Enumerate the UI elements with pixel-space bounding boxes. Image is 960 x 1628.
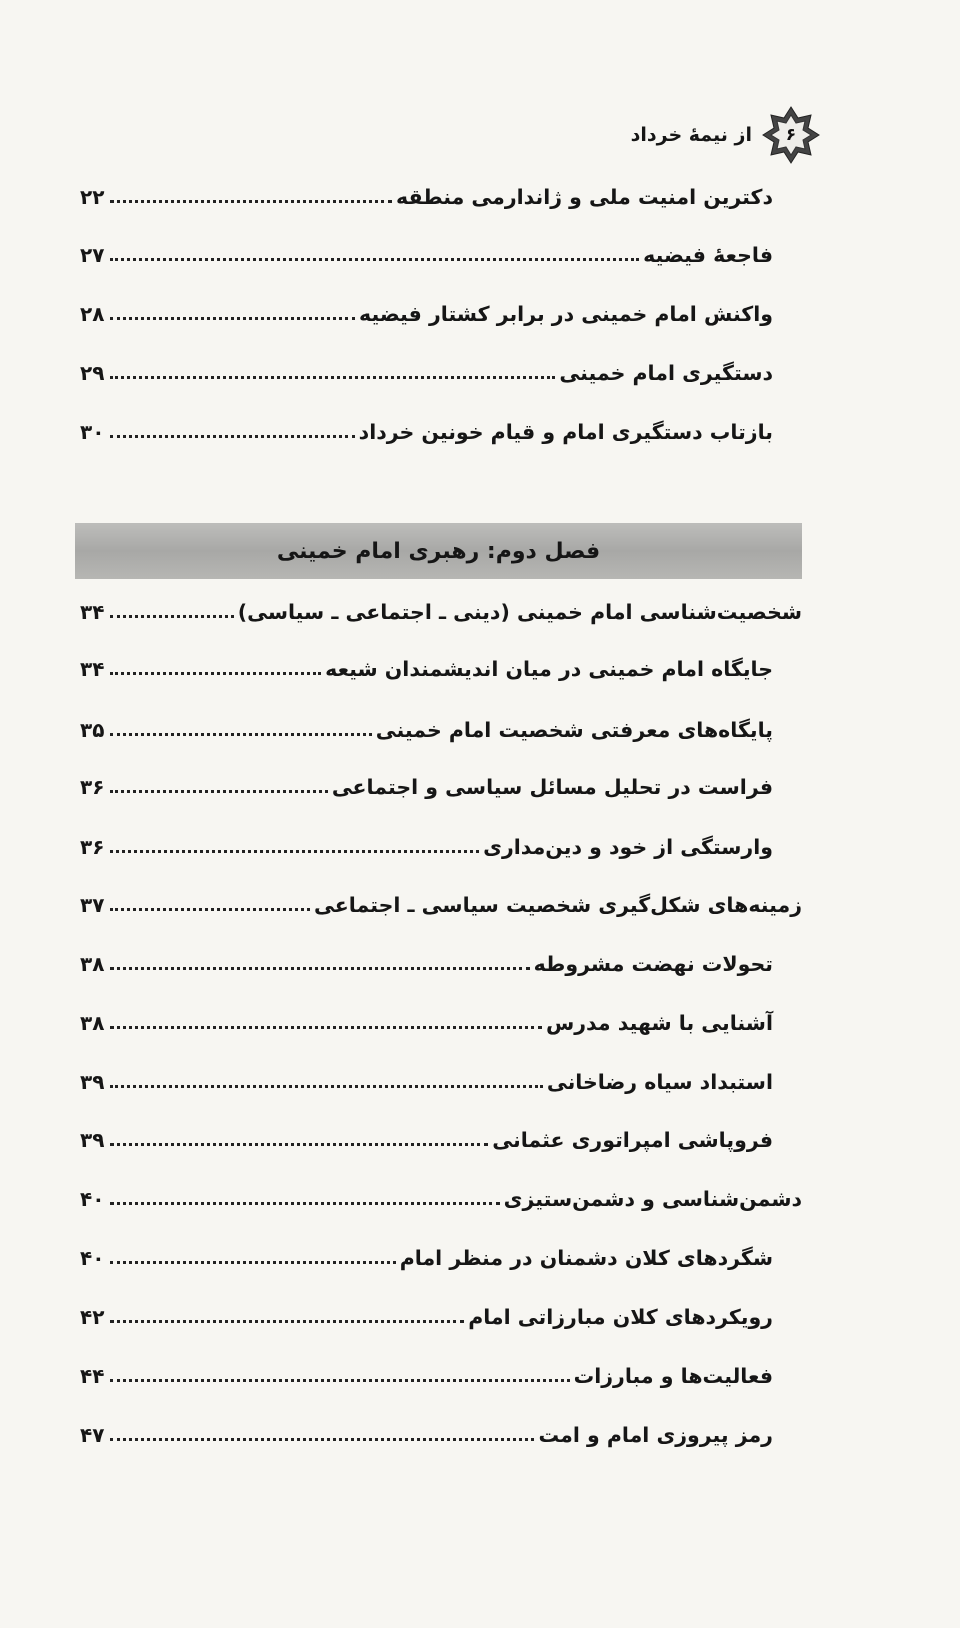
- dot-leader: [110, 1085, 543, 1088]
- toc-entry-title: واکنش امام خمینی در برابر کشتار فیضیه: [359, 302, 773, 326]
- dot-leader: [110, 733, 372, 736]
- toc-entry-page: ۳۸: [80, 952, 105, 976]
- dot-leader: [110, 1379, 570, 1382]
- toc-entry-page: ۴۲: [80, 1305, 105, 1329]
- toc-entry-title: بازتاب دستگیری امام و قیام خونین خرداد: [358, 420, 773, 444]
- toc-entry-page: ۴۴: [80, 1364, 105, 1388]
- toc-entry-page: ۲۲: [80, 185, 105, 209]
- toc-entry[interactable]: [80, 346, 773, 390]
- toc-entry-page: ۳۶: [80, 835, 105, 859]
- toc-entry[interactable]: [80, 937, 773, 981]
- page-number-badge: [762, 106, 820, 164]
- toc-entry[interactable]: [80, 1349, 773, 1393]
- dot-leader: [110, 790, 328, 793]
- dot-leader: [110, 1438, 534, 1441]
- running-header: [631, 105, 820, 165]
- toc-entry[interactable]: [80, 287, 773, 331]
- toc-entry-page: ۳۴: [80, 600, 105, 624]
- toc-entry-title: رمز پیروزی امام و امت: [538, 1423, 773, 1447]
- toc-entry-title: جایگاه امام خمینی در میان اندیشمندان شیعه: [325, 657, 773, 681]
- dot-leader: [110, 850, 479, 853]
- toc-entry[interactable]: [80, 585, 802, 629]
- toc-entry-title: دستگیری امام خمینی: [559, 361, 773, 385]
- toc-entry-title: دشمن‌شناسی و دشمن‌ستیزی: [503, 1187, 802, 1211]
- toc-entry-page: ۴۰: [80, 1187, 105, 1211]
- toc-entry-title: فاجعهٔ فیضیه: [643, 243, 773, 267]
- dot-leader: [110, 1143, 488, 1146]
- dot-leader: [110, 258, 639, 261]
- toc-entry[interactable]: [80, 1408, 773, 1452]
- toc-entry-page: ۳۰: [80, 420, 105, 444]
- toc-entry[interactable]: [80, 820, 773, 864]
- dot-leader: [110, 672, 321, 675]
- toc-entry[interactable]: [80, 1055, 773, 1099]
- toc-entry[interactable]: [80, 228, 773, 272]
- toc-entry-page: ۲۹: [80, 361, 105, 385]
- toc-entry[interactable]: [80, 760, 773, 804]
- toc-entry-title: زمینه‌های شکل‌گیری شخصیت سیاسی ـ اجتماعی: [314, 893, 802, 917]
- toc-entry-page: ۲۸: [80, 302, 105, 326]
- toc-entry-page: ۳۷: [80, 893, 105, 917]
- toc-entry-title: پایگاه‌های معرفتی شخصیت امام خمینی: [375, 718, 773, 742]
- toc-entry-title: وارستگی از خود و دین‌مداری: [483, 835, 773, 859]
- toc-entry-title: رویکردهای کلان مبارزاتی امام: [468, 1305, 773, 1329]
- book-title: از نیمهٔ خرداد: [630, 124, 752, 146]
- toc-entry-page: ۴۷: [80, 1423, 105, 1447]
- toc-entry-title: فراست در تحلیل مسائل سیاسی و اجتماعی: [331, 775, 773, 799]
- dot-leader: [110, 1261, 396, 1264]
- toc-entry-title: فروپاشی امپراتوری عثمانی: [492, 1128, 773, 1152]
- toc-entry-page: ۳۵: [80, 718, 105, 742]
- toc-entry-page: ۳۹: [80, 1128, 105, 1152]
- toc-entry[interactable]: [80, 405, 773, 449]
- toc-entry-page: ۳۸: [80, 1011, 105, 1035]
- toc-entry-title: شخصیت‌شناسی امام خمینی (دینی ـ اجتماعی ـ سیاسی): [237, 600, 802, 624]
- toc-entry[interactable]: [80, 1172, 802, 1216]
- chapter-banner: [75, 523, 802, 579]
- toc-entry-page: ۳۶: [80, 775, 105, 799]
- chapter-title: فصل دوم: رهبری امام خمینی: [276, 538, 601, 564]
- toc-entry-title: تحولات نهضت مشروطه: [533, 952, 773, 976]
- toc-entry[interactable]: [80, 642, 773, 686]
- page-number: ۶: [785, 125, 797, 145]
- dot-leader: [110, 615, 234, 618]
- toc-entry-page: ۳۴: [80, 657, 105, 681]
- toc-entry[interactable]: [80, 1231, 773, 1275]
- toc-entry-page: ۲۷: [80, 243, 105, 267]
- toc-entry-title: فعالیت‌ها و مبارزات: [573, 1364, 773, 1388]
- toc-entry[interactable]: [80, 1113, 773, 1157]
- dot-leader: [110, 1320, 464, 1323]
- toc-entry-page: ۳۹: [80, 1070, 105, 1094]
- toc-entry-title: شگردهای کلان دشمنان در منظر امام: [399, 1246, 773, 1270]
- toc-entry[interactable]: [80, 703, 773, 747]
- toc-entry-page: ۴۰: [80, 1246, 105, 1270]
- dot-leader: [110, 317, 355, 320]
- dot-leader: [110, 376, 555, 379]
- dot-leader: [110, 200, 392, 203]
- toc-entry-title: دکترین امنیت ملی و ژاندارمی منطقه: [396, 185, 773, 209]
- dot-leader: [110, 1202, 500, 1205]
- toc-entry[interactable]: [80, 878, 802, 922]
- dot-leader: [110, 1026, 542, 1029]
- toc-entry-title: آشنایی با شهید مدرس: [545, 1011, 773, 1035]
- toc-entry-title: استبداد سیاه رضاخانی: [546, 1070, 773, 1094]
- dot-leader: [110, 908, 310, 911]
- toc-entry[interactable]: [80, 996, 773, 1040]
- toc-entry[interactable]: [80, 170, 773, 214]
- toc-entry[interactable]: [80, 1290, 773, 1334]
- dot-leader: [110, 967, 530, 970]
- dot-leader: [110, 435, 355, 438]
